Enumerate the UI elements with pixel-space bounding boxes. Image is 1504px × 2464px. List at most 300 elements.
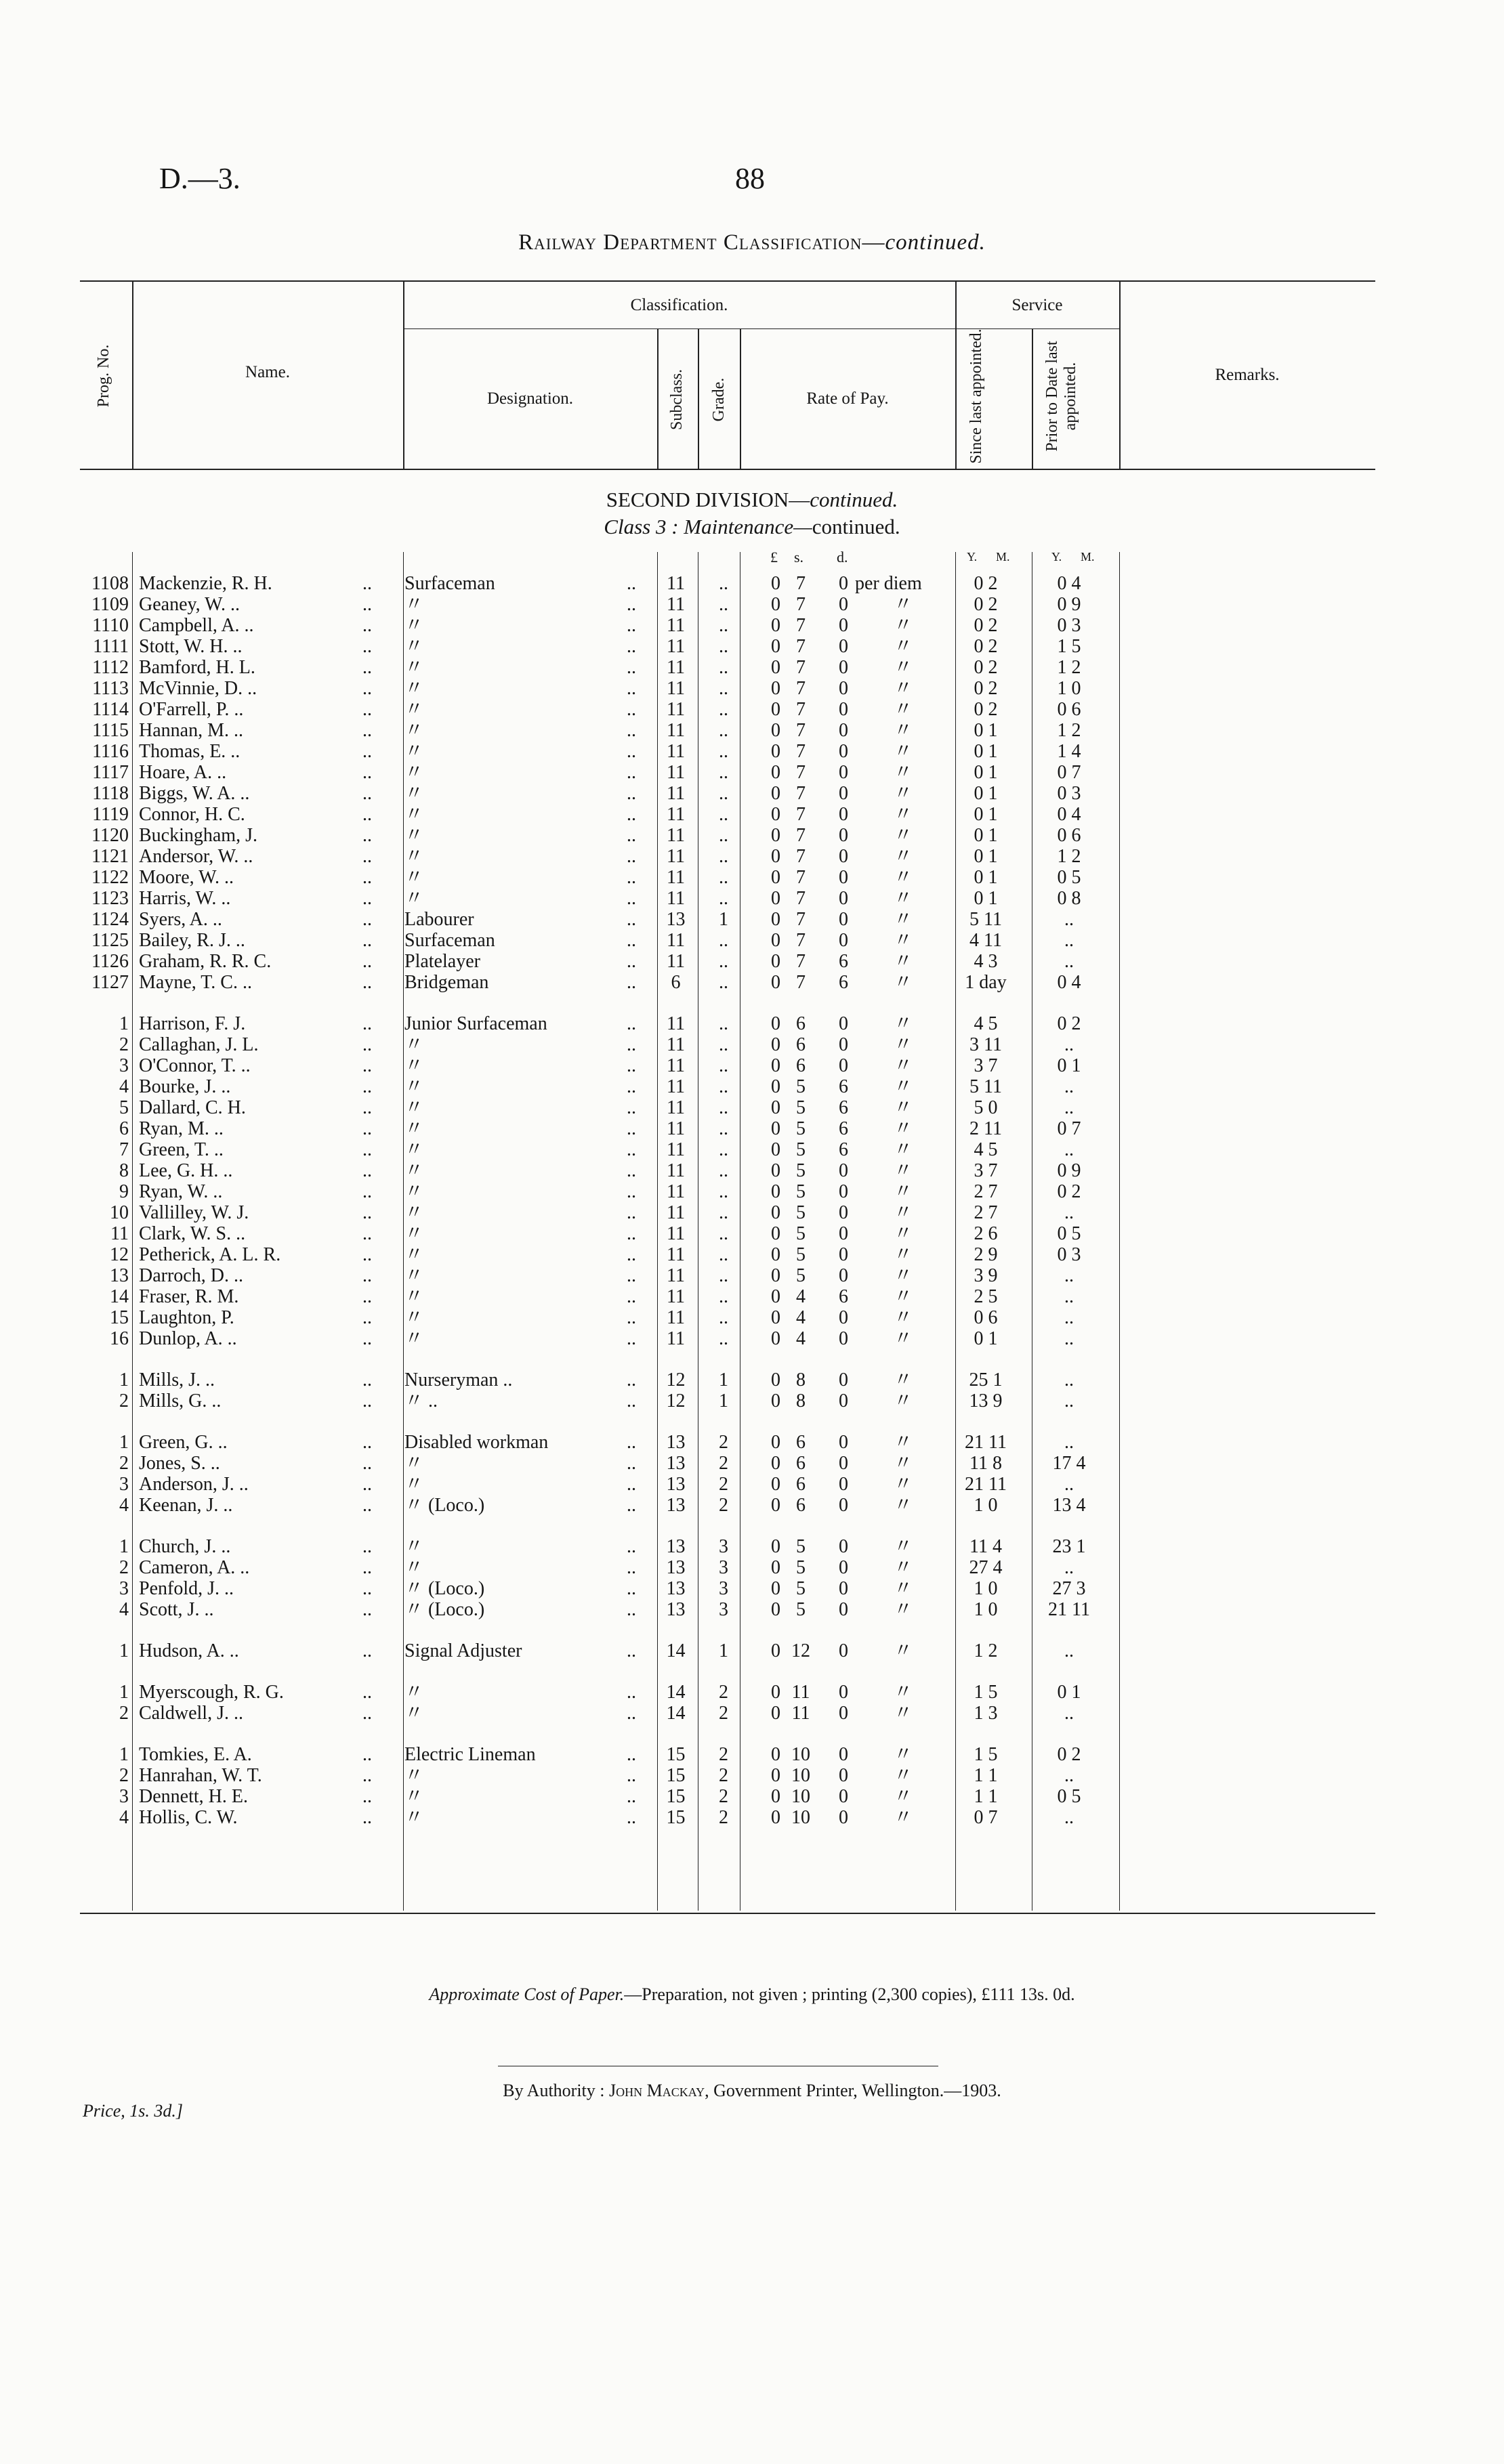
leader-dots: .. — [627, 783, 636, 804]
pounds-cell: 0 — [771, 1265, 780, 1286]
leader-dots: .. — [627, 1118, 636, 1139]
since-last-cell: 3 11 — [969, 1034, 1002, 1055]
prior-cell: 0 1 — [1057, 1055, 1081, 1076]
pounds-cell: 0 — [771, 1640, 780, 1661]
since-last-cell: 11 4 — [969, 1536, 1002, 1557]
shillings-cell: 5 — [796, 1139, 806, 1160]
pounds-cell: 0 — [771, 1013, 780, 1034]
since-last-cell: 1 2 — [974, 1640, 998, 1661]
grade-cell: .. — [719, 1265, 728, 1286]
designation-cell: Signal Adjuster — [404, 1640, 522, 1661]
prog-no-cell: 5 — [119, 1097, 129, 1118]
pounds-cell: 0 — [771, 1139, 780, 1160]
unit-pence: d. — [837, 549, 848, 566]
prog-no-cell: 1109 — [91, 594, 129, 615]
name-cell: Harris, W. .. — [139, 888, 231, 909]
leader-dots: .. — [362, 1765, 372, 1786]
prog-no-cell: 2 — [119, 1390, 129, 1411]
designation-cell: 〃 — [404, 1265, 424, 1286]
grade-cell: .. — [719, 930, 728, 951]
shillings-cell: 5 — [796, 1118, 806, 1139]
leader-dots: .. — [362, 1013, 372, 1034]
pence-cell: 0 — [839, 1807, 848, 1828]
pence-cell: 0 — [839, 720, 848, 741]
pence-cell: 0 — [839, 1495, 848, 1516]
designation-cell: 〃 — [404, 804, 424, 825]
header-remarks: Remarks. — [1215, 366, 1280, 384]
leader-dots: .. — [627, 1244, 636, 1265]
name-cell: Penfold, J. .. — [139, 1578, 234, 1599]
pence-cell: 0 — [839, 1160, 848, 1181]
leader-dots: .. — [362, 573, 372, 594]
designation-cell: 〃 — [404, 1807, 424, 1828]
per-cell: 〃 — [893, 1139, 913, 1160]
name-cell: Lee, G. H. .. — [139, 1160, 233, 1181]
table-row — [0, 720, 1504, 741]
grade-cell: .. — [719, 1286, 728, 1307]
pounds-cell: 0 — [771, 1536, 780, 1557]
pence-cell: 0 — [839, 1181, 848, 1202]
designation-cell: 〃 (Loco.) — [404, 1599, 485, 1620]
shillings-cell: 4 — [796, 1328, 806, 1349]
per-cell: 〃 — [893, 909, 913, 930]
leader-dots: .. — [627, 573, 636, 594]
leader-dots: .. — [362, 951, 372, 972]
name-cell: Petherick, A. L. R. — [139, 1244, 281, 1265]
leader-dots: .. — [627, 1390, 636, 1411]
pounds-cell: 0 — [771, 657, 780, 678]
pounds-cell: 0 — [771, 1181, 780, 1202]
designation-cell: 〃 — [404, 657, 424, 678]
col-divider — [1032, 329, 1033, 470]
designation-cell: 〃 — [404, 1139, 424, 1160]
prior-cell: 1 2 — [1057, 657, 1081, 678]
prior-cell: .. — [1064, 1807, 1074, 1828]
shillings-cell: 7 — [796, 699, 806, 720]
pounds-cell: 0 — [771, 1244, 780, 1265]
per-cell: 〃 — [893, 930, 913, 951]
prog-no-cell: 1117 — [92, 762, 129, 783]
leader-dots: .. — [627, 636, 636, 657]
per-cell: 〃 — [893, 1223, 913, 1244]
leader-dots: .. — [362, 1578, 372, 1599]
pounds-cell: 0 — [771, 1495, 780, 1516]
table-row — [0, 1202, 1504, 1223]
pence-cell: 0 — [839, 1703, 848, 1724]
per-cell: 〃 — [893, 972, 913, 993]
cost-note — [0, 1984, 1504, 2005]
table-row — [0, 1599, 1504, 1620]
leader-dots: .. — [362, 804, 372, 825]
pounds-cell: 0 — [771, 930, 780, 951]
since-last-cell: 27 4 — [969, 1557, 1003, 1578]
per-cell: 〃 — [893, 783, 913, 804]
prog-no-cell: 1110 — [92, 615, 129, 636]
name-cell: Laughton, P. — [139, 1307, 234, 1328]
prog-no-cell: 1 — [119, 1369, 129, 1390]
shillings-cell: 11 — [791, 1682, 810, 1703]
leader-dots: .. — [362, 1536, 372, 1557]
shillings-cell: 7 — [796, 678, 806, 699]
since-last-cell: 0 2 — [974, 636, 998, 657]
pence-cell: 0 — [839, 930, 848, 951]
prior-cell: .. — [1064, 1640, 1074, 1661]
table-row — [0, 741, 1504, 762]
page-title — [0, 230, 1504, 255]
header-prior-to-date: Prior to Date last appointed. — [1043, 341, 1079, 452]
since-last-cell: 0 1 — [974, 888, 998, 909]
grade-cell: .. — [719, 1118, 728, 1139]
designation-cell: 〃 — [404, 1453, 424, 1474]
pence-cell: 0 — [839, 1013, 848, 1034]
since-last-cell: 0 1 — [974, 741, 998, 762]
subclass-cell: 11 — [667, 1307, 685, 1328]
per-cell: 〃 — [893, 1578, 913, 1599]
pounds-cell: 0 — [771, 762, 780, 783]
table-row — [0, 1034, 1504, 1055]
name-cell: Myerscough, R. G. — [139, 1682, 284, 1703]
leader-dots: .. — [362, 1097, 372, 1118]
designation-cell: 〃 — [404, 1557, 424, 1578]
per-cell: 〃 — [893, 1076, 913, 1097]
prior-cell: .. — [1064, 1202, 1074, 1223]
shillings-cell: 7 — [796, 825, 806, 846]
shillings-cell: 10 — [791, 1807, 810, 1828]
leader-dots: .. — [627, 1495, 636, 1516]
grade-cell: .. — [719, 573, 728, 594]
name-cell: Hanrahan, W. T. — [139, 1765, 262, 1786]
table-row — [0, 1557, 1504, 1578]
subclass-cell: 13 — [666, 1557, 686, 1578]
leader-dots: .. — [362, 1202, 372, 1223]
since-last-cell: 2 7 — [974, 1202, 998, 1223]
grade-cell: 2 — [719, 1474, 728, 1495]
grade-cell: 3 — [719, 1557, 728, 1578]
leader-dots: .. — [627, 1453, 636, 1474]
designation-cell: Junior Surfaceman — [404, 1013, 547, 1034]
page-code: D.—3. — [159, 162, 241, 195]
table-row — [0, 1118, 1504, 1139]
leader-dots: .. — [362, 1807, 372, 1828]
prog-no-cell: 1 — [119, 1640, 129, 1661]
prog-no-cell: 2 — [119, 1453, 129, 1474]
pounds-cell: 0 — [771, 1055, 780, 1076]
designation-cell: 〃 — [404, 888, 424, 909]
shillings-cell: 5 — [796, 1076, 806, 1097]
table-row — [0, 1055, 1504, 1076]
name-cell: Jones, S. .. — [139, 1453, 220, 1474]
grade-cell: .. — [719, 1076, 728, 1097]
name-cell: Bamford, H. L. — [139, 657, 255, 678]
designation-cell: 〃 — [404, 1286, 424, 1307]
pounds-cell: 0 — [771, 1744, 780, 1765]
since-last-cell: 2 5 — [974, 1286, 998, 1307]
name-cell: Geaney, W. .. — [139, 594, 241, 615]
pounds-cell: 0 — [771, 741, 780, 762]
prog-no-cell: 2 — [119, 1034, 129, 1055]
since-last-cell: 0 1 — [974, 762, 998, 783]
grade-cell: .. — [719, 1139, 728, 1160]
subclass-cell: 13 — [666, 1578, 686, 1599]
prog-no-cell: 4 — [119, 1495, 129, 1516]
pounds-cell: 0 — [771, 1703, 780, 1724]
designation-cell: 〃 — [404, 762, 424, 783]
leader-dots: .. — [362, 1244, 372, 1265]
shillings-cell: 8 — [796, 1369, 806, 1390]
designation-cell: 〃 — [404, 615, 424, 636]
per-cell: 〃 — [893, 1807, 913, 1828]
grade-cell: .. — [719, 615, 728, 636]
designation-cell: 〃 — [404, 825, 424, 846]
prior-cell: 0 7 — [1057, 762, 1081, 783]
classification-rule — [403, 328, 955, 329]
pounds-cell: 0 — [771, 867, 780, 888]
leader-dots: .. — [362, 1495, 372, 1516]
title-main: Railway Department Classification— — [518, 230, 885, 255]
pounds-cell: 0 — [771, 951, 780, 972]
grade-cell: .. — [719, 1307, 728, 1328]
grade-cell: 2 — [719, 1807, 728, 1828]
col-divider — [657, 329, 659, 470]
shillings-cell: 5 — [796, 1202, 806, 1223]
subclass-cell: 11 — [667, 783, 685, 804]
grade-cell: 2 — [719, 1682, 728, 1703]
table-row — [0, 1265, 1504, 1286]
prior-cell: .. — [1064, 1034, 1074, 1055]
page-number: 88 — [735, 162, 765, 195]
prog-no-cell: 1121 — [91, 846, 129, 867]
pence-cell: 0 — [839, 741, 848, 762]
subclass-cell: 11 — [667, 1181, 685, 1202]
prior-cell: 0 4 — [1057, 972, 1081, 993]
pence-cell: 0 — [839, 594, 848, 615]
since-last-cell: 2 9 — [974, 1244, 998, 1265]
header-top-rule — [80, 280, 1375, 282]
designation-cell: 〃 — [404, 678, 424, 699]
table-row — [0, 1369, 1504, 1390]
per-cell: 〃 — [893, 1286, 913, 1307]
shillings-cell: 7 — [796, 657, 806, 678]
leader-dots: .. — [362, 678, 372, 699]
subclass-cell: 11 — [667, 678, 685, 699]
pence-cell: 0 — [839, 1536, 848, 1557]
since-last-cell: 0 1 — [974, 783, 998, 804]
pence-cell: 0 — [839, 804, 848, 825]
per-cell: 〃 — [893, 1744, 913, 1765]
per-cell: 〃 — [893, 1703, 913, 1724]
since-last-cell: 0 2 — [974, 657, 998, 678]
leader-dots: .. — [627, 615, 636, 636]
shillings-cell: 6 — [796, 1034, 806, 1055]
name-cell: Hollis, C. W. — [139, 1807, 238, 1828]
subclass-cell: 11 — [667, 720, 685, 741]
leader-dots: .. — [362, 1307, 372, 1328]
name-cell: Green, G. .. — [139, 1432, 228, 1453]
since-last-cell: 4 5 — [974, 1139, 998, 1160]
header-subclass: Subclass. — [668, 369, 686, 430]
table-row — [0, 930, 1504, 951]
name-cell: Syers, A. .. — [139, 909, 222, 930]
shillings-cell: 7 — [796, 972, 806, 993]
leader-dots: .. — [362, 1703, 372, 1724]
designation-cell: 〃 — [404, 720, 424, 741]
table-row — [0, 1097, 1504, 1118]
name-cell: Stott, W. H. .. — [139, 636, 243, 657]
prior-cell: 0 9 — [1057, 594, 1081, 615]
name-cell: Caldwell, J. .. — [139, 1703, 243, 1724]
header-grade: Grade. — [710, 377, 728, 422]
per-cell: 〃 — [893, 594, 913, 615]
pence-cell: 6 — [839, 1118, 848, 1139]
leader-dots: .. — [362, 867, 372, 888]
pounds-cell: 0 — [771, 783, 780, 804]
grade-cell: .. — [719, 636, 728, 657]
subclass-cell: 11 — [667, 930, 685, 951]
leader-dots: .. — [627, 888, 636, 909]
per-cell: 〃 — [893, 888, 913, 909]
table-row — [0, 594, 1504, 615]
leader-dots: .. — [627, 1765, 636, 1786]
since-last-cell: 2 11 — [969, 1118, 1002, 1139]
per-cell: 〃 — [893, 1495, 913, 1516]
grade-cell: .. — [719, 1181, 728, 1202]
since-last-cell: 1 5 — [974, 1744, 998, 1765]
pence-cell: 0 — [839, 1202, 848, 1223]
leader-dots: .. — [627, 1744, 636, 1765]
subclass-cell: 11 — [667, 1097, 685, 1118]
pounds-cell: 0 — [771, 1034, 780, 1055]
per-cell: 〃 — [893, 1118, 913, 1139]
pence-cell: 0 — [839, 1432, 848, 1453]
prior-cell: 1 2 — [1057, 720, 1081, 741]
leader-dots: .. — [362, 930, 372, 951]
leader-dots: .. — [362, 762, 372, 783]
pence-cell: 0 — [839, 1640, 848, 1661]
prior-cell: 0 4 — [1057, 804, 1081, 825]
per-cell: 〃 — [893, 1599, 913, 1620]
subclass-cell: 11 — [667, 741, 685, 762]
leader-dots: .. — [627, 804, 636, 825]
per-cell: 〃 — [893, 1244, 913, 1265]
pounds-cell: 0 — [771, 1307, 780, 1328]
per-cell: 〃 — [893, 1390, 913, 1411]
shillings-cell: 6 — [796, 1474, 806, 1495]
prog-no-cell: 1127 — [91, 972, 129, 993]
pounds-cell: 0 — [771, 1223, 780, 1244]
leader-dots: .. — [362, 972, 372, 993]
name-cell: Callaghan, J. L. — [139, 1034, 259, 1055]
since-last-cell: 11 8 — [969, 1453, 1002, 1474]
designation-cell: Labourer — [404, 909, 474, 930]
leader-dots: .. — [627, 1536, 636, 1557]
leader-dots: .. — [627, 930, 636, 951]
designation-cell: 〃 — [404, 1202, 424, 1223]
name-cell: Andersor, W. .. — [139, 846, 253, 867]
leader-dots: .. — [627, 699, 636, 720]
prog-no-cell: 1125 — [91, 930, 129, 951]
per-cell: 〃 — [893, 1474, 913, 1495]
per-cell: 〃 — [893, 678, 913, 699]
shillings-cell: 6 — [796, 1013, 806, 1034]
grade-cell: .. — [719, 972, 728, 993]
name-cell: Scott, J. .. — [139, 1599, 214, 1620]
prior-cell: 0 2 — [1057, 1181, 1081, 1202]
designation-cell: 〃 — [404, 1223, 424, 1244]
prog-no-cell: 6 — [119, 1118, 129, 1139]
authority-prefix: By Authority : — [503, 2081, 605, 2100]
prior-cell: .. — [1064, 1703, 1074, 1724]
designation-cell: 〃 — [404, 1244, 424, 1265]
table-row — [0, 1390, 1504, 1411]
per-cell: 〃 — [893, 1640, 913, 1661]
since-last-cell: 1 day — [965, 972, 1007, 993]
since-last-cell: 1 0 — [974, 1495, 998, 1516]
prior-cell: 0 6 — [1057, 825, 1081, 846]
shillings-cell: 7 — [796, 951, 806, 972]
name-cell: Clark, W. S. .. — [139, 1223, 246, 1244]
per-cell: 〃 — [893, 1536, 913, 1557]
grade-cell: 2 — [719, 1744, 728, 1765]
name-cell: Cameron, A. .. — [139, 1557, 250, 1578]
shillings-cell: 7 — [796, 909, 806, 930]
leader-dots: .. — [362, 1055, 372, 1076]
grade-cell: 1 — [719, 1390, 728, 1411]
leader-dots: .. — [627, 594, 636, 615]
shillings-cell: 4 — [796, 1286, 806, 1307]
table-row — [0, 1328, 1504, 1349]
pounds-cell: 0 — [771, 699, 780, 720]
pounds-cell: 0 — [771, 1369, 780, 1390]
leader-dots: .. — [627, 1599, 636, 1620]
leader-dots: .. — [362, 636, 372, 657]
leader-dots: .. — [627, 1474, 636, 1495]
pounds-cell: 0 — [771, 720, 780, 741]
prior-cell: 0 7 — [1057, 1118, 1081, 1139]
prog-no-cell: 1118 — [92, 783, 129, 804]
table-row — [0, 1181, 1504, 1202]
table-row — [0, 1432, 1504, 1453]
pence-cell: 0 — [839, 762, 848, 783]
prior-cell: 0 1 — [1057, 1682, 1081, 1703]
unit-months-since: M. — [996, 550, 1010, 564]
designation-cell: 〃 — [404, 1536, 424, 1557]
prog-no-cell: 3 — [119, 1786, 129, 1807]
since-last-cell: 2 7 — [974, 1181, 998, 1202]
header-classification: Classification. — [630, 296, 728, 314]
leader-dots: .. — [362, 1076, 372, 1097]
shillings-cell: 7 — [796, 783, 806, 804]
header-prog-no: Prog. No. — [95, 344, 112, 408]
per-cell: 〃 — [893, 720, 913, 741]
pence-cell: 0 — [839, 678, 848, 699]
leader-dots: .. — [362, 1390, 372, 1411]
per-cell: 〃 — [893, 1265, 913, 1286]
subclass-cell: 11 — [667, 804, 685, 825]
designation-cell: Electric Lineman — [404, 1744, 536, 1765]
prog-no-cell: 1116 — [92, 741, 129, 762]
per-cell: 〃 — [893, 1160, 913, 1181]
grade-cell: .. — [719, 951, 728, 972]
prog-no-cell: 1115 — [92, 720, 129, 741]
designation-cell: 〃 — [404, 699, 424, 720]
pounds-cell: 0 — [771, 1682, 780, 1703]
grade-cell: 3 — [719, 1536, 728, 1557]
grade-cell: .. — [719, 762, 728, 783]
grade-cell: 1 — [719, 909, 728, 930]
pounds-cell: 0 — [771, 804, 780, 825]
leader-dots: .. — [362, 615, 372, 636]
grade-cell: 1 — [719, 1369, 728, 1390]
